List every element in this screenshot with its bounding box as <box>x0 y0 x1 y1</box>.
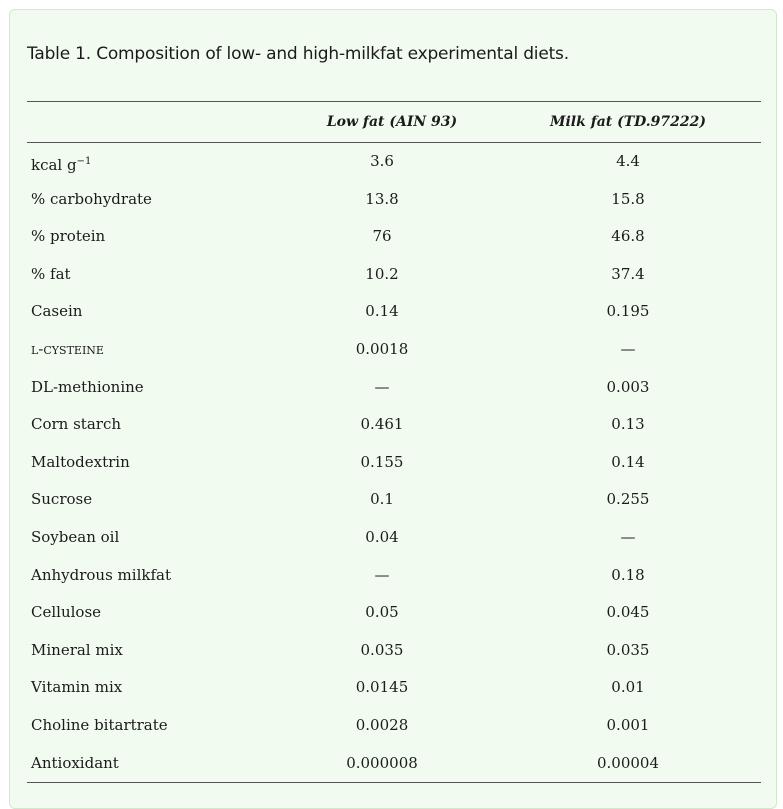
low-fat-value: 0.0145 <box>355 678 409 697</box>
milk-fat-value: 37.4 <box>611 264 645 283</box>
table-row <box>27 218 761 256</box>
low-fat-value: 0.461 <box>360 415 404 434</box>
row-label: % protein <box>31 227 106 246</box>
milk-fat-value: 0.045 <box>606 603 650 622</box>
row-label: Casein <box>31 302 83 321</box>
row-label: Cellulose <box>31 603 102 622</box>
table-row <box>27 481 761 519</box>
row-label: Anhydrous milkfat <box>31 565 171 584</box>
milk-fat-value: 0.195 <box>606 302 650 321</box>
table-row <box>27 406 761 444</box>
low-fat-value: 3.6 <box>370 152 394 170</box>
milk-fat-value: — <box>620 527 636 546</box>
row-label: kcal $g^{-1}$ <box>31 156 92 174</box>
milk-fat-value: 0.001 <box>606 715 650 734</box>
milk-fat-value: 0.035 <box>606 640 650 659</box>
low-fat-value: 0.05 <box>365 603 399 622</box>
table-panel <box>9 9 777 809</box>
row-label: Maltodextrin <box>31 452 130 471</box>
table-caption: Table 1. Composition of low- and high-milkfat experimental diets. <box>27 44 569 64</box>
milk-fat-value: 46.8 <box>611 227 645 246</box>
low-fat-value: 0.04 <box>365 527 399 546</box>
row-label: Choline bitartrate <box>31 715 168 734</box>
low-fat-value: 0.035 <box>360 640 404 659</box>
table-row <box>27 331 761 369</box>
row-label: l-cysteine <box>31 339 104 358</box>
low-fat-value: 10.2 <box>365 264 399 283</box>
low-fat-value: 0.0028 <box>355 715 409 734</box>
table-row <box>27 444 761 482</box>
milk-fat-value: 0.13 <box>611 415 645 434</box>
milk-fat-value: 0.255 <box>606 490 650 509</box>
table-row <box>27 745 761 784</box>
low-fat-value: 0.000008 <box>346 753 418 772</box>
table-row <box>27 293 761 331</box>
low-fat-value: — <box>374 565 390 584</box>
low-fat-value: 0.14 <box>365 302 399 321</box>
table-row <box>27 557 761 595</box>
milk-fat-value: 0.18 <box>611 565 645 584</box>
table-row <box>27 594 761 632</box>
milk-fat-value: 15.8 <box>611 189 645 208</box>
milk-fat-value: — <box>620 339 636 358</box>
row-label: Mineral mix <box>31 640 123 659</box>
column-header-milk-fat: Milk fat (TD.97222) <box>549 114 707 130</box>
table-header-row <box>27 102 761 143</box>
table-row <box>27 256 761 294</box>
row-label: Vitamin mix <box>31 678 123 697</box>
low-fat-value: 0.155 <box>360 452 404 471</box>
table-row <box>27 632 761 670</box>
table-row <box>27 519 761 557</box>
column-header-low-fat: Low fat (AIN 93) <box>326 114 458 130</box>
table-row <box>27 181 761 219</box>
table-row <box>27 143 761 181</box>
milk-fat-value: 0.14 <box>611 452 645 471</box>
row-label: DL-methionine <box>31 377 144 396</box>
row-label: Soybean oil <box>31 527 120 546</box>
row-label: % carbohydrate <box>31 189 152 208</box>
table-row <box>27 707 761 745</box>
row-label: Sucrose <box>31 490 93 509</box>
milk-fat-value: 0.003 <box>606 377 650 396</box>
table-row <box>27 369 761 407</box>
low-fat-value: 0.1 <box>370 490 394 509</box>
milk-fat-value: 0.00004 <box>596 753 660 772</box>
low-fat-value: 0.0018 <box>355 339 409 358</box>
row-label: Corn starch <box>31 415 122 434</box>
row-label: % fat <box>31 264 71 283</box>
composition-table <box>27 101 761 783</box>
milk-fat-value: 4.4 <box>616 152 640 170</box>
low-fat-value: 76 <box>372 227 392 246</box>
low-fat-value: 13.8 <box>365 189 399 208</box>
low-fat-value: — <box>374 377 390 396</box>
row-label: Antioxidant <box>31 753 119 772</box>
table-row <box>27 669 761 707</box>
milk-fat-value: 0.01 <box>611 678 645 697</box>
